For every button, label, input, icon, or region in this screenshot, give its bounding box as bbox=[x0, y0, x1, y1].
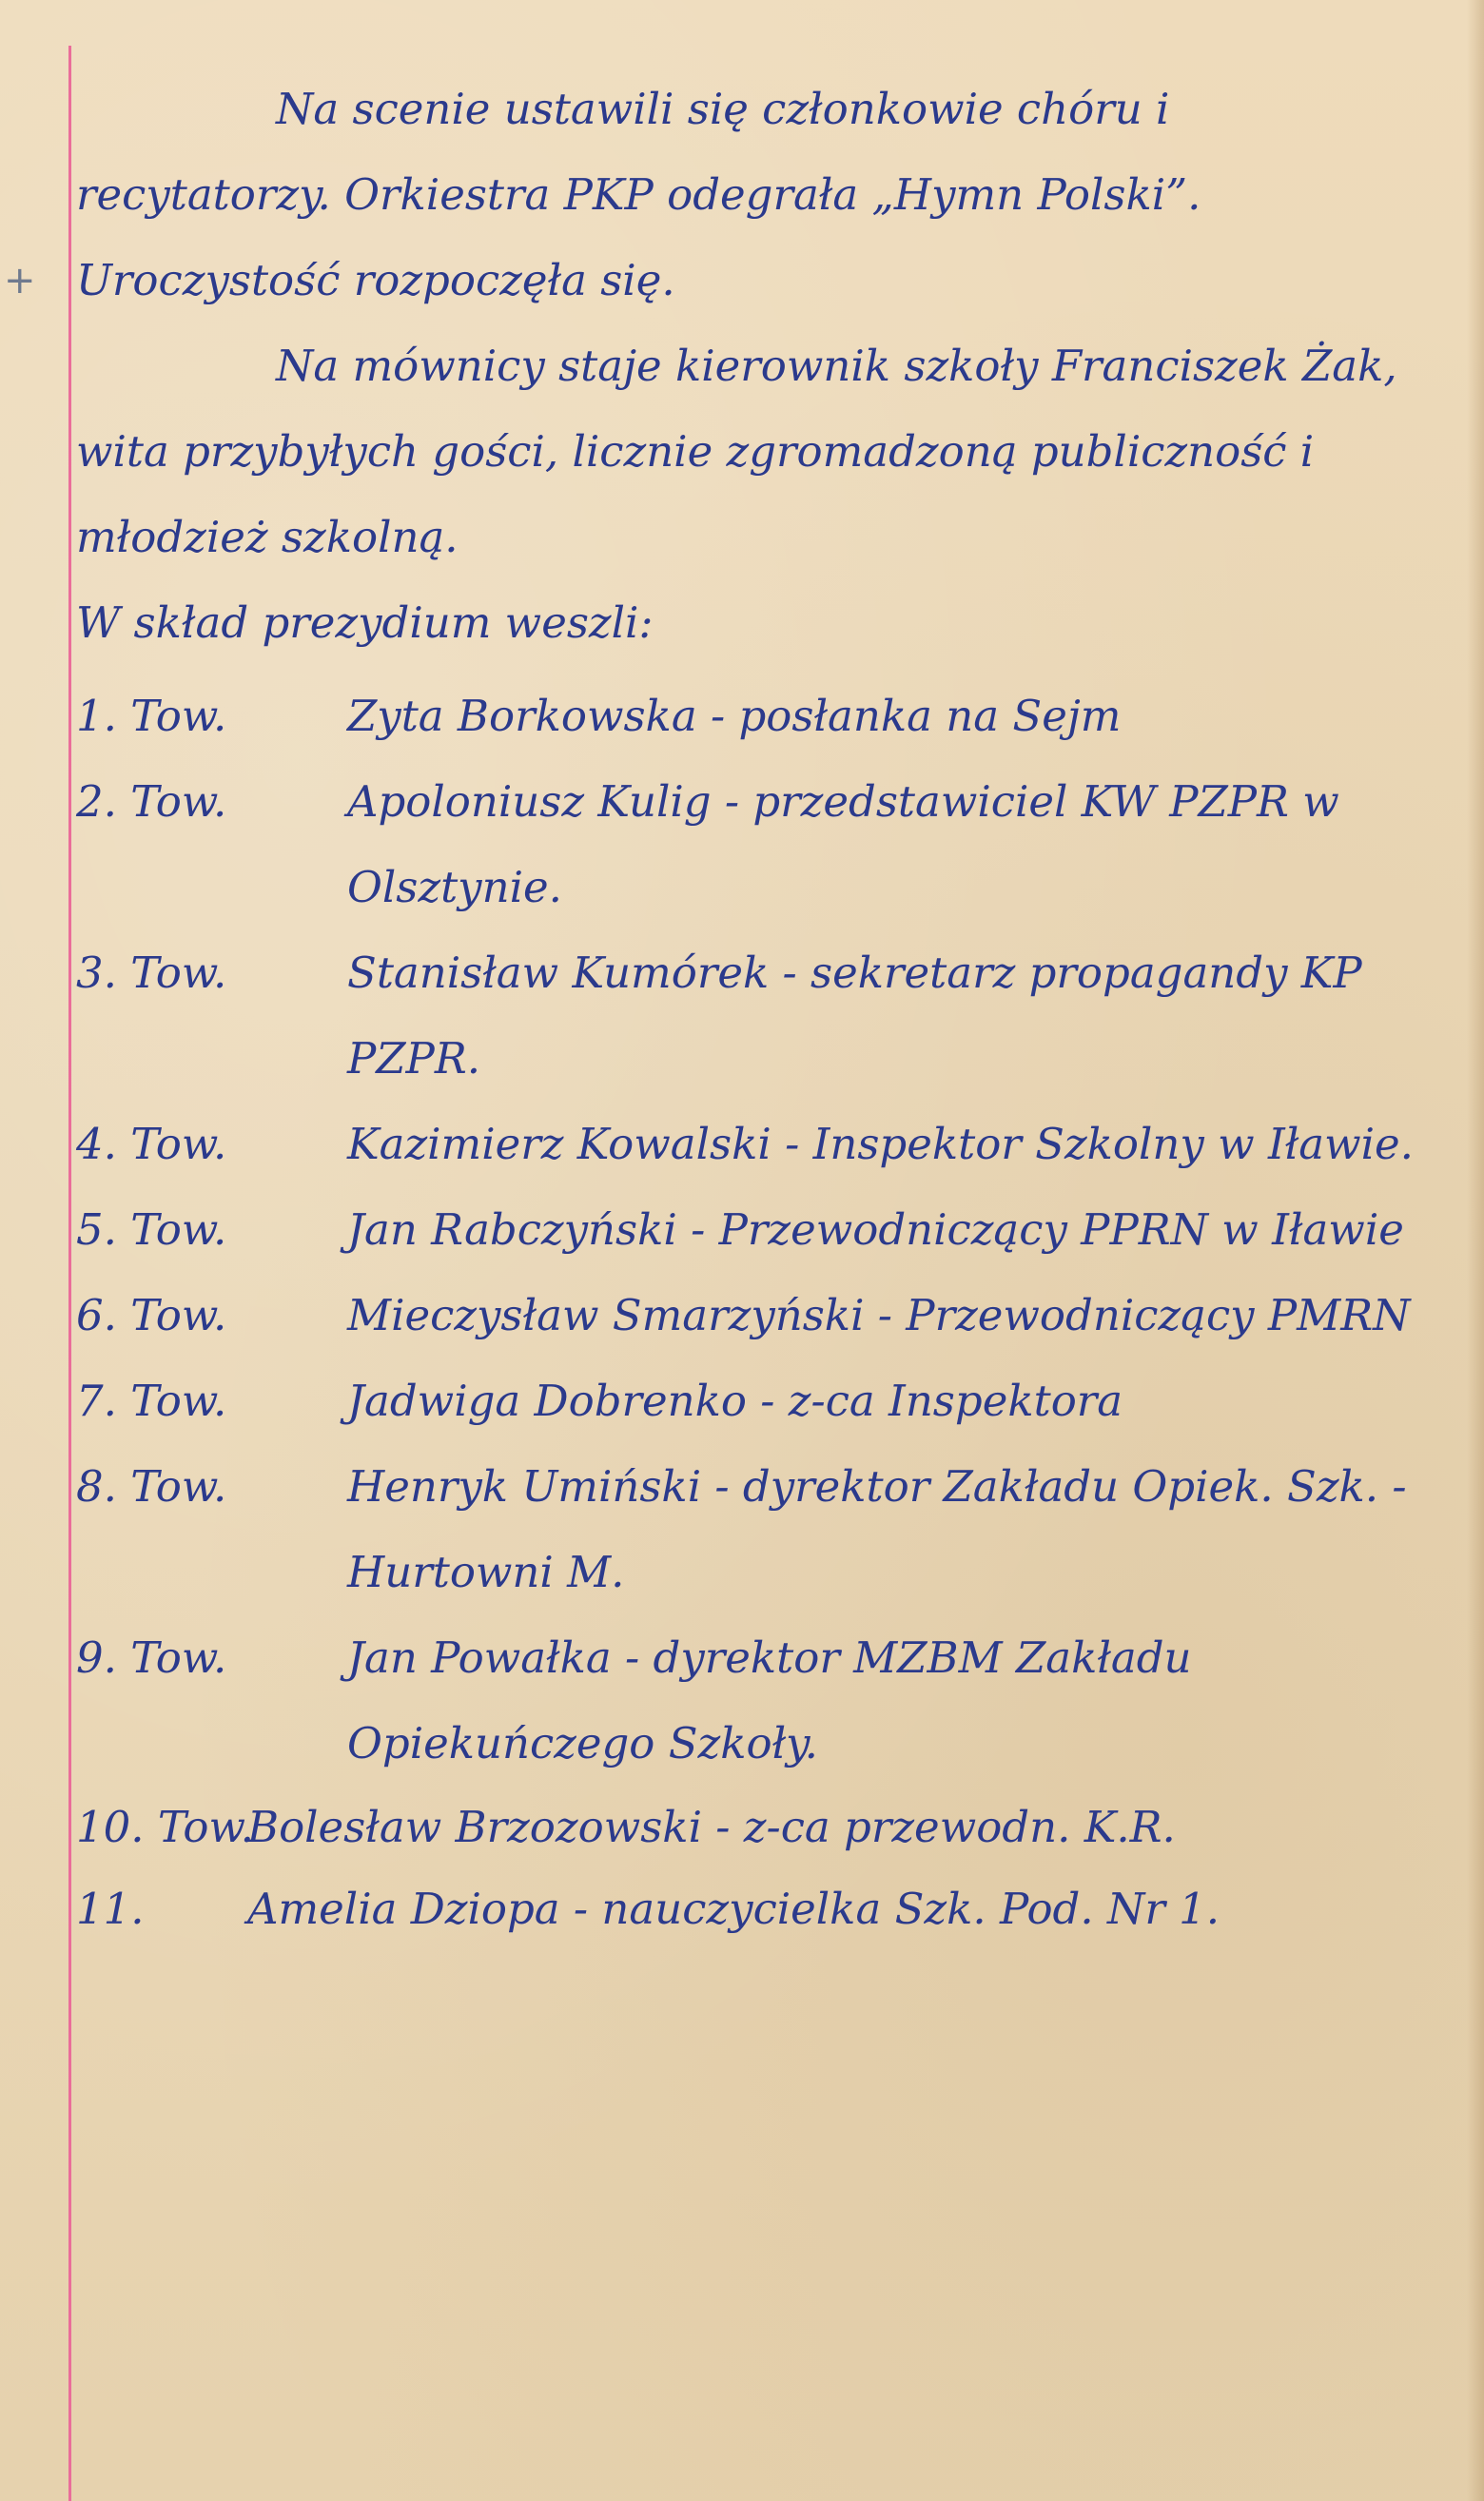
paragraph-1-block bbox=[76, 67, 1427, 323]
list-item bbox=[76, 1444, 1427, 1615]
list-item-text: Mieczysław Smarzyński - Przewodniczący PMRN bbox=[347, 1290, 1411, 1340]
list-item-number: 11. bbox=[76, 1884, 145, 1934]
list-item-text: Zyta Borkowska - posłanka na Sejm bbox=[347, 691, 1122, 741]
list-item bbox=[76, 930, 1427, 1102]
list-item-text: Apoloniusz Kulig - przedstawiciel KW PZPR w Olsztynie. bbox=[347, 776, 1339, 912]
margin-plus-mark: + bbox=[4, 259, 36, 303]
paragraph-3: W skład prezydium weszli: bbox=[76, 597, 654, 648]
list-item-number: 10. Tow. bbox=[76, 1802, 254, 1852]
list-item bbox=[76, 759, 1427, 930]
list-item-number: 4. Tow. bbox=[76, 1119, 227, 1169]
paragraph-1: Na scenie ustawili się członkowie chóru i recytatorzy. Orkiestra PKP odegrała „Hymn Polski”. Uroczystość rozpoczęła się. bbox=[76, 84, 1201, 305]
list-item-text: Stanisław Kumórek - sekretarz propagandy KP PZPR. bbox=[347, 948, 1362, 1084]
list-item-text: Henryk Umiński - dyrektor Zakładu Opiek. Szk. - Hurtowni M. bbox=[347, 1461, 1407, 1597]
list-item-text: Amelia Dziopa - nauczycielka Szk. Pod. Nr 1. bbox=[247, 1884, 1220, 1934]
page-edge-shadow bbox=[1467, 0, 1484, 2501]
list-item bbox=[76, 1615, 1427, 1787]
list-item bbox=[76, 1787, 1427, 1868]
list-item bbox=[76, 1187, 1427, 1273]
list-item bbox=[76, 1102, 1427, 1187]
list-item-number: 2. Tow. bbox=[76, 776, 227, 827]
list-item bbox=[76, 674, 1427, 759]
list-item-text: Jan Rabczyński - Przewodniczący PPRN w Iławie bbox=[347, 1204, 1404, 1255]
presidium-list bbox=[76, 674, 1427, 1950]
list-item-text: Jan Powałka - dyrektor MZBM Zakładu Opiekuńczego Szkoły. bbox=[347, 1632, 1192, 1768]
list-item-number: 8. Tow. bbox=[76, 1461, 227, 1512]
list-item-number: 3. Tow. bbox=[76, 948, 227, 998]
list-item bbox=[76, 1868, 1427, 1950]
list-item-number: 1. Tow. bbox=[76, 691, 227, 741]
list-item-text: Kazimierz Kowalski - Inspektor Szkolny w Iławie. bbox=[347, 1119, 1414, 1169]
list-item bbox=[76, 1273, 1427, 1358]
list-item-text: Jadwiga Dobrenko - z-ca Inspektora bbox=[347, 1376, 1123, 1426]
list-item-number: 6. Tow. bbox=[76, 1290, 227, 1340]
list-item bbox=[76, 1358, 1427, 1444]
list-item-number: 9. Tow. bbox=[76, 1632, 227, 1683]
list-item-number: 7. Tow. bbox=[76, 1376, 227, 1426]
margin-line bbox=[68, 46, 71, 2501]
list-item-number: 5. Tow. bbox=[76, 1204, 227, 1255]
paragraph-2-block bbox=[76, 323, 1427, 580]
paragraph-2: Na mównicy staje kierownik szkoły Franciszek Żak, wita przybyłych gości, licznie zgromadzoną publiczność i młodzież szkolną. bbox=[76, 341, 1397, 562]
list-item-text: Bolesław Brzozowski - z-ca przewodn. K.R. bbox=[247, 1802, 1176, 1852]
handwritten-text-block bbox=[76, 67, 1427, 1950]
